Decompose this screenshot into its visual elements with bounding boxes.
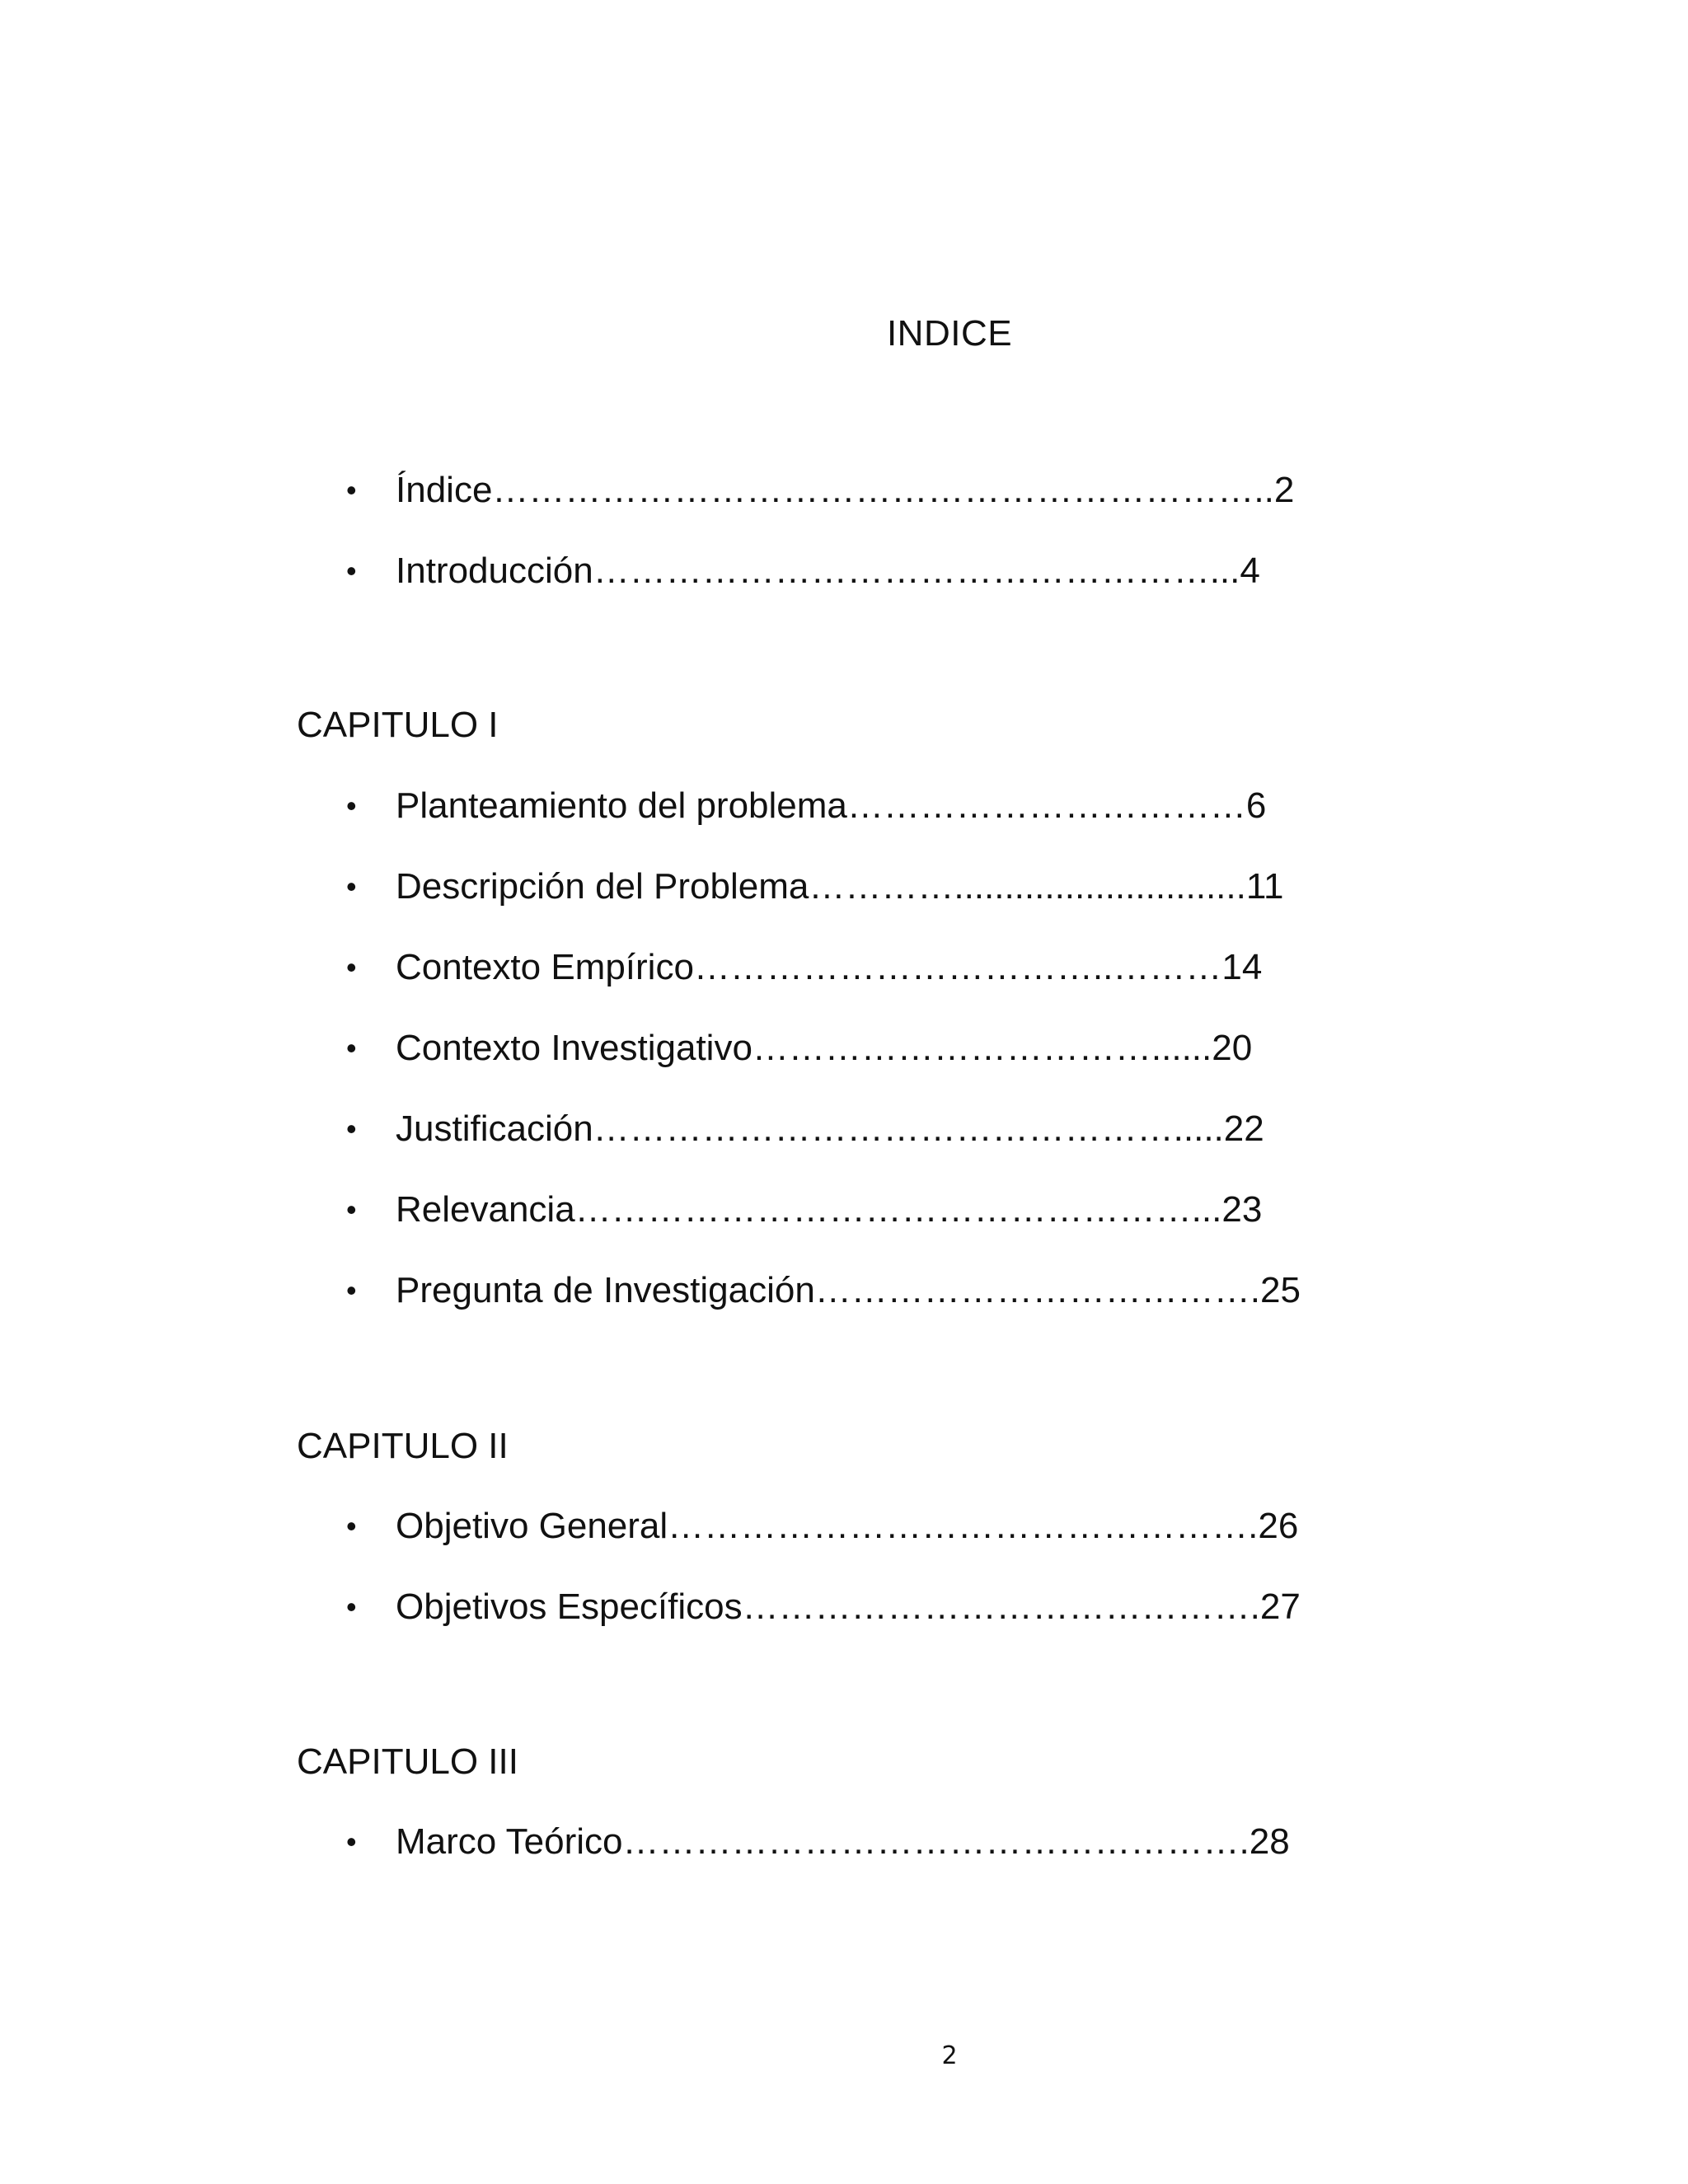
bullet-icon: • bbox=[346, 1193, 357, 1226]
page-number: 2 bbox=[941, 2041, 958, 2070]
bullet-icon: • bbox=[346, 473, 357, 507]
toc-entry-text: Justificación………………………………………….....22 bbox=[396, 1108, 1264, 1149]
toc-entry-relevancia bbox=[346, 1185, 1262, 1235]
toc-entry-text: Relevancia……………………………………………...23 bbox=[396, 1189, 1263, 1230]
chapter-heading-3: CAPITULO III bbox=[297, 1741, 518, 1782]
toc-entry-text: Contexto Investigativo……………………………......20 bbox=[396, 1028, 1253, 1068]
toc-entry-objetivo-general bbox=[346, 1502, 1298, 1551]
toc-entry-text: Objetivo General………………………………………….26 bbox=[396, 1506, 1299, 1546]
toc-entry-text: Planteamiento del problema……………………………6 bbox=[396, 785, 1267, 826]
toc-entry-text: Índice………………………………………………………..2 bbox=[396, 470, 1295, 510]
toc-entry-pregunta bbox=[346, 1266, 1301, 1315]
toc-entry-contexto-empirico bbox=[346, 943, 1262, 992]
toc-entry-text: Marco Teórico…………………………………………….28 bbox=[396, 1821, 1290, 1862]
chapter-heading-1: CAPITULO I bbox=[297, 705, 499, 745]
bullet-icon: • bbox=[346, 1031, 357, 1065]
page-title: INDICE bbox=[886, 313, 1013, 354]
bullet-icon: • bbox=[346, 1509, 357, 1543]
toc-entry-objetivos-especificos bbox=[346, 1582, 1301, 1632]
bullet-icon: • bbox=[346, 1590, 357, 1624]
bullet-icon: • bbox=[346, 789, 357, 823]
toc-entry-text: Pregunta de Investigación……………………………….25 bbox=[396, 1270, 1301, 1310]
toc-entry-descripcion bbox=[346, 862, 1284, 912]
bullet-icon: • bbox=[346, 1273, 357, 1307]
bullet-icon: • bbox=[346, 1112, 357, 1146]
bullet-icon: • bbox=[346, 1825, 357, 1858]
bullet-icon: • bbox=[346, 950, 357, 984]
toc-entry-justificacion bbox=[346, 1104, 1264, 1154]
toc-entry-planteamiento bbox=[346, 781, 1266, 831]
toc-entry-introduccion bbox=[346, 546, 1260, 596]
toc-entry-contexto-investigativo bbox=[346, 1024, 1252, 1073]
toc-entry-indice bbox=[346, 466, 1294, 515]
toc-entry-text: Contexto Empírico……………………………..………14 bbox=[396, 947, 1263, 987]
toc-entry-text: Introducción……………………………………………...4 bbox=[396, 551, 1260, 591]
chapter-heading-2: CAPITULO II bbox=[297, 1426, 509, 1466]
toc-entry-text: Objetivos Específicos…………………………………….27 bbox=[396, 1586, 1301, 1627]
toc-entry-marco-teorico bbox=[346, 1817, 1290, 1867]
bullet-icon: • bbox=[346, 554, 357, 588]
toc-entry-text: Descripción del Problema………….............................11 bbox=[396, 866, 1284, 907]
bullet-icon: • bbox=[346, 869, 357, 903]
